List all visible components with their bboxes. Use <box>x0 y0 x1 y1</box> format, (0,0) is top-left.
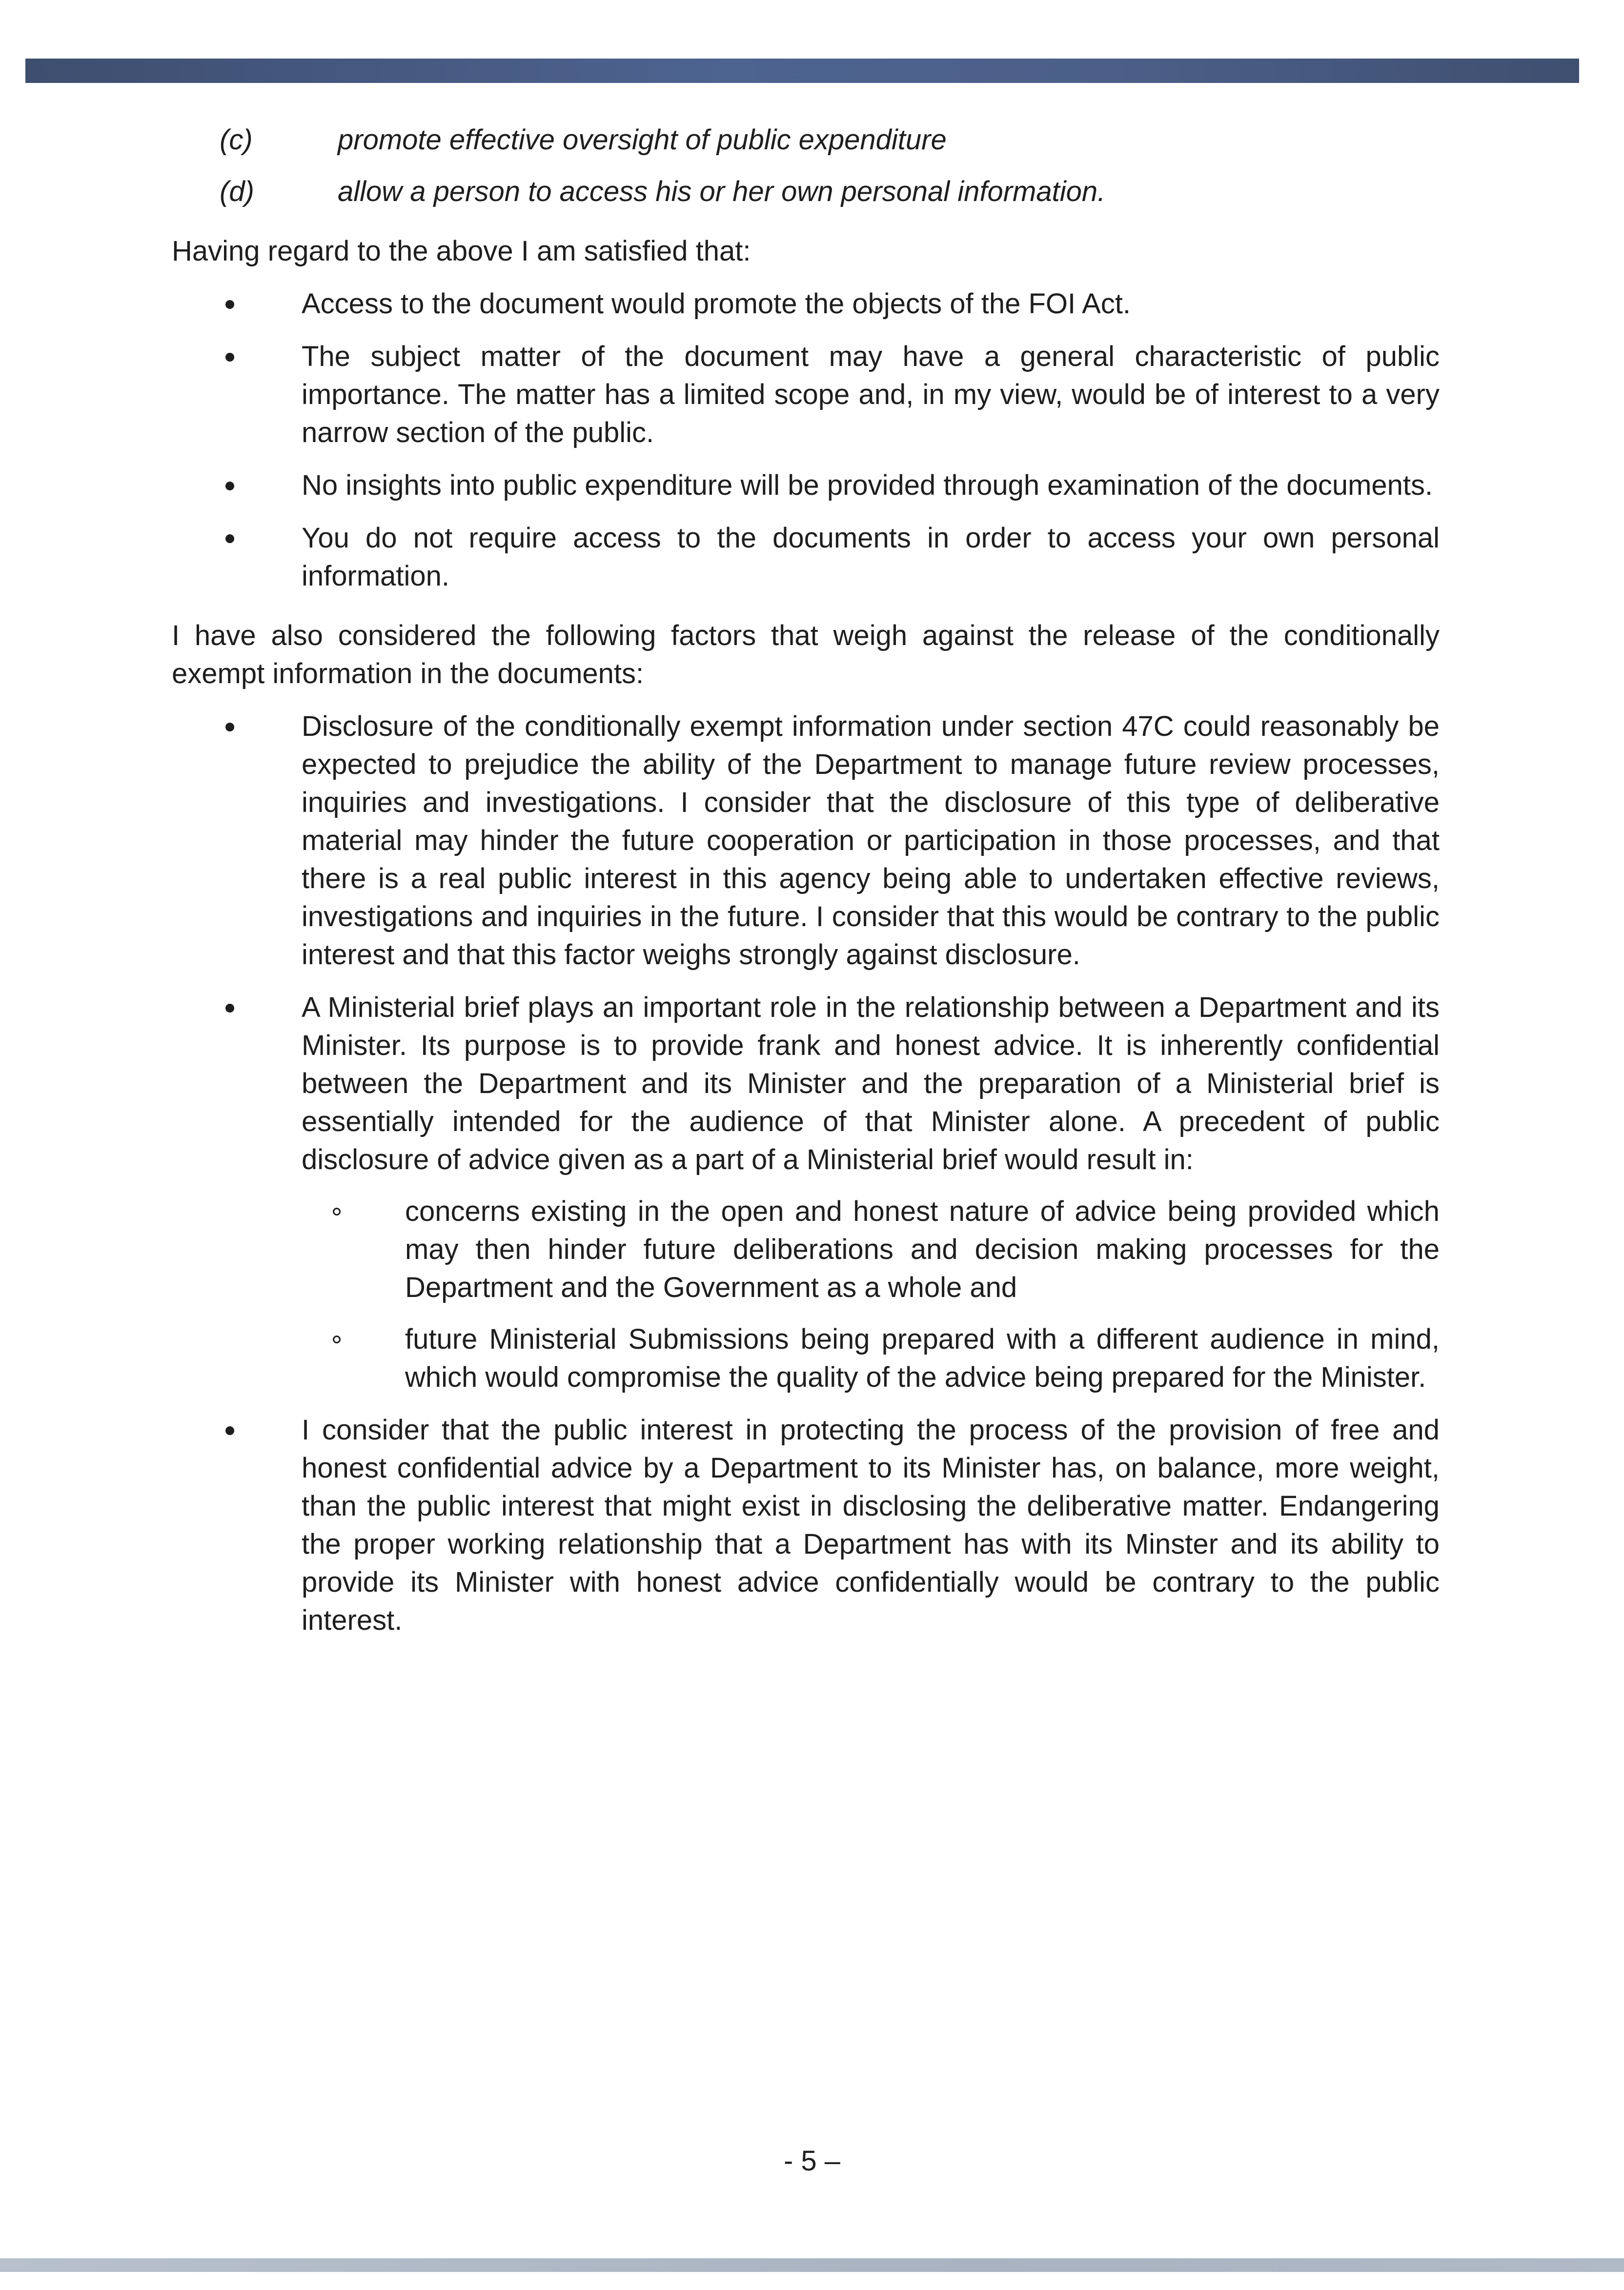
bullet-text: The subject matter of the document may have a general characteristic of public importance. The matter has a limited scope and, in my view, would be of interest to a very narrow section of the public. <box>302 341 1440 448</box>
intro-paragraph-2: I have also considered the following factors that weigh against the release of the conditionally exempt information in the documents: <box>172 620 1440 689</box>
list-marker: (c) <box>220 124 253 156</box>
page-number: - 5 – <box>783 2145 841 2177</box>
circle-bullet-icon <box>302 1320 405 1397</box>
bullet-icon <box>172 519 302 595</box>
bullet-icon <box>172 989 302 1397</box>
bullet-icon <box>172 285 302 323</box>
list-text: promote effective oversight of public expenditure <box>338 124 947 156</box>
sub-bullet-text: concerns existing in the open and honest nature of advice being provided which may then hinder future deliberations and decision making processes for the Department and the Government as a whole and <box>405 1196 1440 1303</box>
footer-band <box>0 2258 1624 2272</box>
bullet-text: Disclosure of the conditionally exempt information under section 47C could reasonably be expected to prejudice the ability of the Department to manage future review processes, inquiries and investigations. I consider that the disclosure of this type of deliberative material may hinder the future cooperation or participation in those processes, and that there is a real public interest in this agency being able to undertaken effective reviews, investigations and inquiries in the future. I consider that this would be contrary to the public interest and that this factor weighs strongly against disclosure. <box>302 710 1440 971</box>
list-item-d <box>172 173 1440 211</box>
bullet-item <box>172 466 1440 505</box>
bullet-icon <box>172 338 302 452</box>
sub-bullet-text: future Ministerial Submissions being prepared with a different audience in mind, which would compromise the quality of the advice being prepared for the Minister. <box>405 1323 1440 1393</box>
bullet-text: Access to the document would promote the objects of the FOI Act. <box>302 288 1131 320</box>
bullet-item <box>172 1411 1440 1640</box>
bullet-item <box>172 708 1440 974</box>
bullet-icon <box>172 1411 302 1640</box>
bullet-item <box>172 285 1440 323</box>
bullet-block <box>302 989 1440 1397</box>
header-band <box>25 59 1579 83</box>
bullet-text: You do not require access to the documents in order to access your own personal information. <box>302 522 1440 592</box>
list-text: allow a person to access his or her own personal information. <box>338 176 1106 207</box>
bullet-text: A Ministerial brief plays an important role in the relationship between a Department and its Minister. Its purpose is to provide frank and honest advice. It is inherently confidential between the Department and its Minister and the preparation of a Ministerial brief is essentially intended for the audience of that Minister alone. A precedent of public disclosure of advice given as a part of a Ministerial brief would result in: <box>302 992 1440 1175</box>
list-item-c <box>172 121 1440 159</box>
circle-bullet-icon <box>302 1193 405 1307</box>
list-marker: (d) <box>220 176 254 207</box>
bullet-text: I consider that the public interest in protecting the process of the provision of free and honest confidential advice by a Department to its Minister has, on balance, more weight, than the public interest that might exist in disclosing the deliberative matter. Endangering the proper working relationship that a Department has with its Minster and its ability to provide its Minister with honest advice confidentially would be contrary to the public interest. <box>302 1414 1440 1636</box>
bullet-icon <box>172 708 302 974</box>
document-body <box>172 121 1440 1654</box>
bullet-item <box>172 519 1440 595</box>
bullet-item <box>172 989 1440 1397</box>
bullet-item <box>172 338 1440 452</box>
bullet-text: No insights into public expenditure will be provided through examination of the documents. <box>302 469 1433 501</box>
bullet-icon <box>172 466 302 505</box>
sub-bullet-item <box>302 1320 1440 1397</box>
intro-paragraph-1: Having regard to the above I am satisfied that: <box>172 235 751 267</box>
sub-bullet-item <box>302 1193 1440 1307</box>
